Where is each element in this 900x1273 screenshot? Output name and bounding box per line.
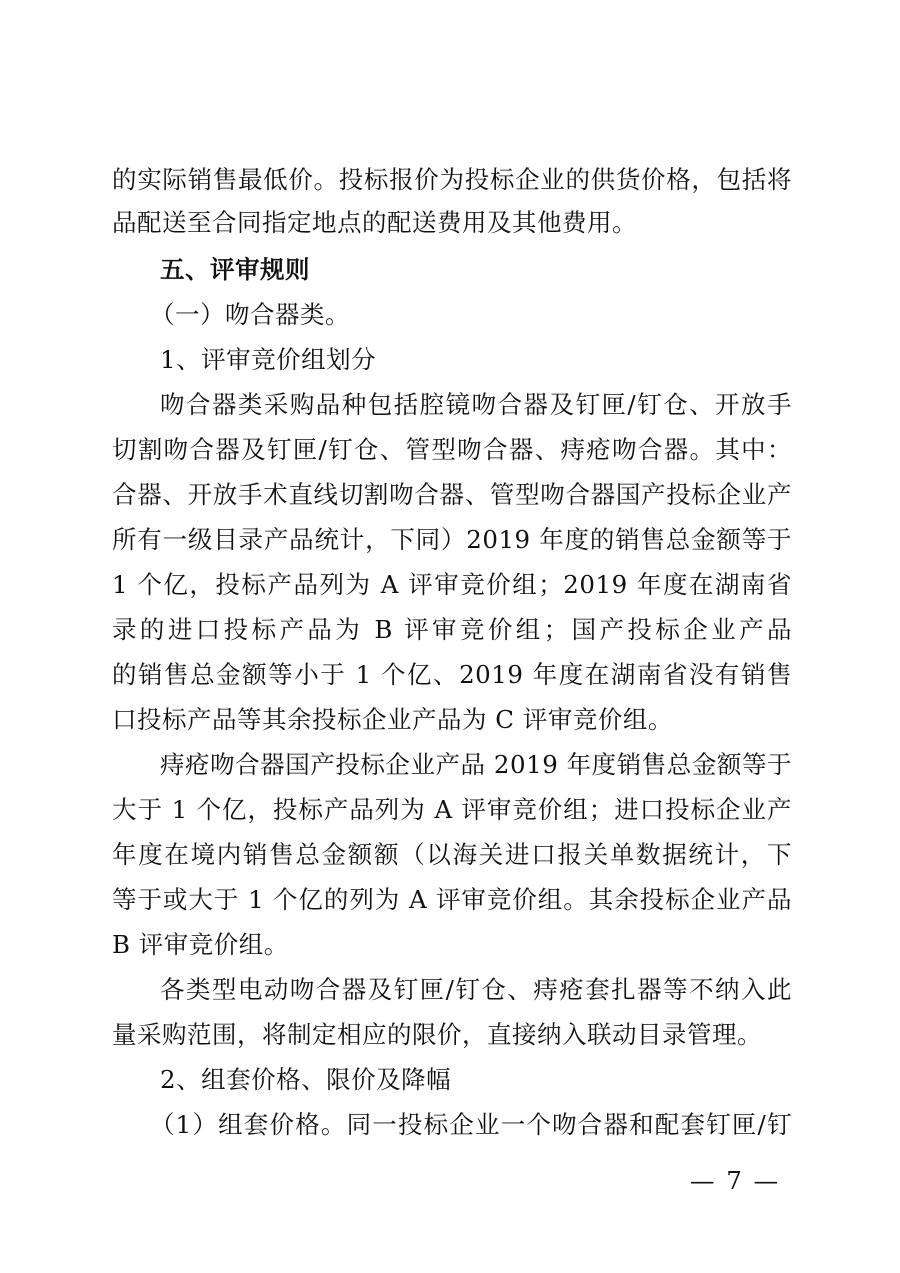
paragraph-line: 1 个亿，投标产品列为 A 评审竞价组；2019 年度在湖南省: [112, 570, 792, 599]
paragraph-line: 吻合器类采购品种包括腔镜吻合器及钉匣/钉仓、开放手: [160, 390, 792, 419]
paragraph-line: （1）组套价格。同一投标企业一个吻合器和配套钉匣/钉: [150, 1110, 792, 1139]
paragraph-line: 合器、开放手术直线切割吻合器、管型吻合器国产投标企业产: [112, 480, 792, 509]
item-heading: 1、评审竞价组划分: [160, 345, 377, 374]
paragraph-line: 切割吻合器及钉匣/钉仓、管型吻合器、痔疮吻合器。其中：: [112, 435, 792, 464]
paragraph-line: 品配送至合同指定地点的配送费用及其他费用。: [112, 208, 637, 237]
paragraph-line: B 评审竞价组。: [112, 930, 289, 959]
paragraph-line: 各类型电动吻合器及钉匣/钉仓、痔疮套扎器等不纳入此: [160, 975, 792, 1004]
paragraph-line: 口投标产品等其余投标企业产品为 C 评审竞价组。: [112, 705, 673, 734]
paragraph-line: 年度在境内销售总金额额（以海关进口报关单数据统计，下: [112, 840, 792, 869]
subsection-heading: （一）吻合器类。: [150, 300, 350, 329]
paragraph-line: 的销售总金额等小于 1 个亿、2019 年度在湖南省没有销售: [112, 660, 792, 689]
section-heading: 五、评审规则: [160, 255, 310, 284]
paragraph-line: 痔疮吻合器国产投标企业产品 2019 年度销售总金额等于: [160, 750, 792, 779]
page-number: — 7 —: [690, 1166, 781, 1195]
paragraph-line: 的实际销售最低价。投标报价为投标企业的供货价格，包括将: [112, 165, 792, 194]
paragraph-line: 录的进口投标产品为 B 评审竞价组；国产投标企业产品: [112, 615, 792, 644]
paragraph-line: 所有一级目录产品统计，下同）2019 年度的销售总金额等于: [112, 525, 792, 554]
item-heading: 2、组套价格、限价及降幅: [160, 1065, 452, 1094]
paragraph-line: 大于 1 个亿，投标产品列为 A 评审竞价组；进口投标企业产: [112, 795, 792, 824]
paragraph-line: 等于或大于 1 个亿的列为 A 评审竞价组。其余投标企业产品: [112, 885, 792, 914]
paragraph-line: 量采购范围，将制定相应的限价，直接纳入联动目录管理。: [112, 1020, 762, 1049]
